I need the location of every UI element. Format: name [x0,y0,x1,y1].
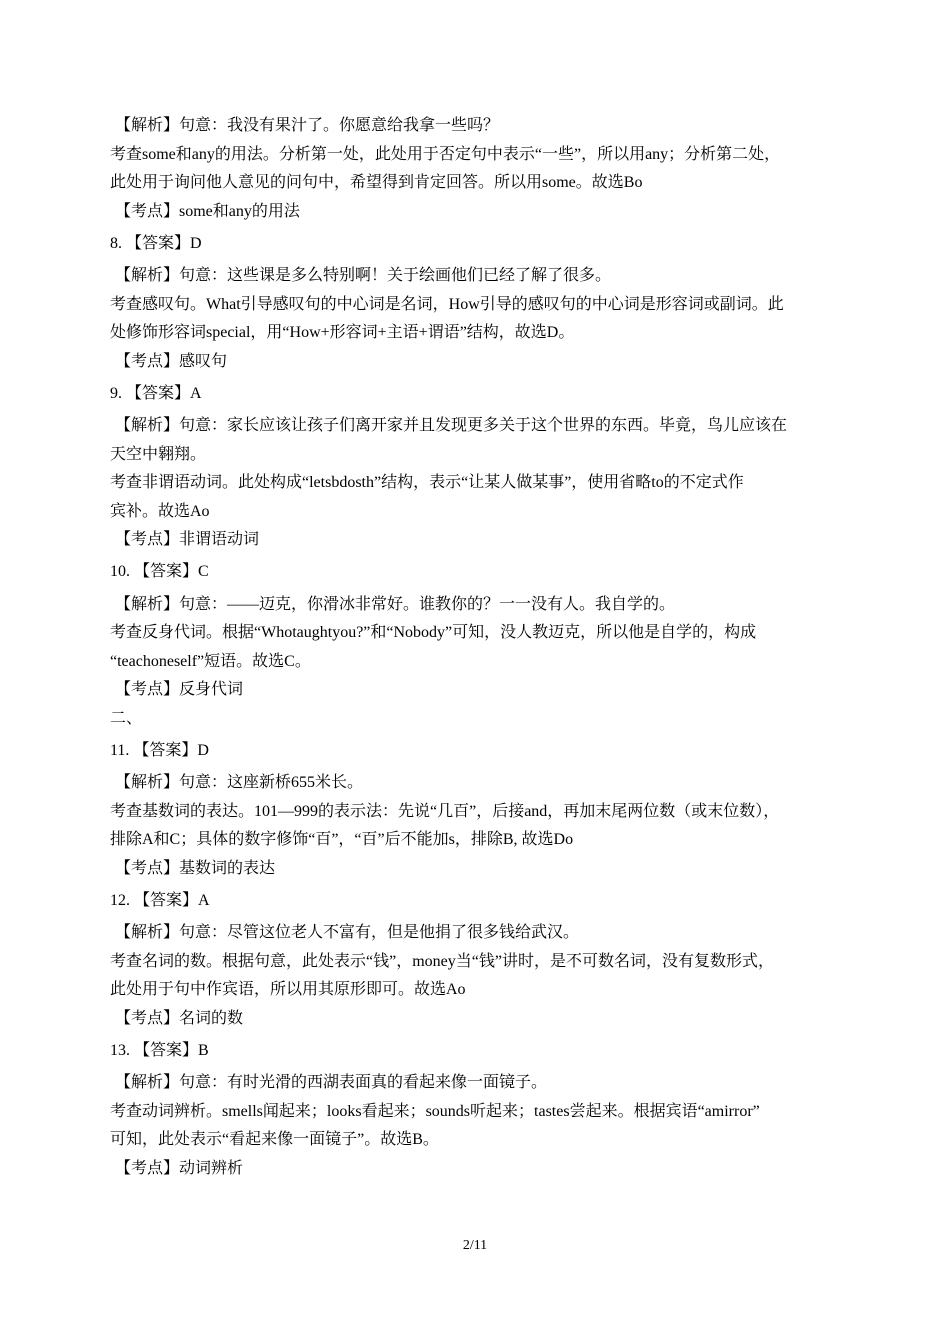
explanation-line: 可知，此处表示“看起来像一面镜子”。故选B。 [110,1131,439,1149]
key-point-line: 【考点】some和any的用法 [115,202,300,220]
explanation-line: 考查动词辨析。smells闻起来；looks看起来；sounds听起来；tastes尝起来。根据宾语“amirror” [110,1102,760,1120]
answer-explanations [110,112,860,1183]
answer-line-12: 12. 【答案】A [110,891,210,909]
key-point-line: 【考点】反身代词 [115,681,244,699]
key-point-line: 【考点】感叹句 [115,352,228,370]
section-heading: 二、 [110,709,143,727]
answer-line-9: 9. 【答案】A [110,384,202,402]
analysis-line: 【解析】句意：这些课是多么特别啊！关于绘画他们已经了解了很多。 [115,266,612,284]
explanation-line: 考查some和any的用法。分析第一处，此处用于否定句中表示“一些”，所以用any；分析第二处， [110,145,781,163]
answer-line-13: 13. 【答案】B [110,1041,209,1059]
key-point-line: 【考点】动词辨析 [115,1159,244,1177]
key-point-line: 【考点】基数词的表达 [115,859,276,877]
answer-line-10: 10. 【答案】C [110,563,209,581]
analysis-line: 【解析】句意：——迈克，你滑冰非常好。谁教你的？一一没有人。我自学的。 [115,595,676,613]
answer-line-11: 11. 【答案】D [110,741,209,759]
explanation-line: 排除A和C；具体的数字修饰“百”，“百”后不能加s，排除B, 故选Do [110,831,574,849]
key-point-line: 【考点】名词的数 [115,1009,244,1027]
explanation-line: 此处用于询问他人意见的问句中，希望得到肯定回答。所以用some。故选Bo [110,174,643,192]
page-number: 2/11 [462,1238,488,1253]
analysis-line: 【解析】句意：尽管这位老人不富有，但是他捐了很多钱给武汉。 [115,924,580,942]
analysis-line: 【解析】句意：我没有果汁了。你愿意给我拿一些吗？ [115,117,500,134]
explanation-line: 考查非谓语动词。此处构成“letsbdosth”结构，表示“让某人做某事”，使用省略to的不定式作 [110,474,744,492]
analysis-line: 【解析】句意：家长应该让孩子们离开家并且发现更多关于这个世界的东西。毕竟，鸟儿应该在 [115,416,788,434]
explanation-line: 处修饰形容词special，用“How+形容词+主语+谓语”结构，故选D。 [110,324,575,342]
explanation-line: 考查基数词的表达。101—999的表示法：先说“几百”，后接and，再加末尾两位数（或末位数）， [110,802,780,820]
explanation-line: 考查反身代词。根据“Whotaughtyou?”和“Nobody”可知，没人教迈克，所以他是自学的，构成 [110,624,757,642]
explanation-line: 考查名词的数。根据句意，此处表示“钱”，money当“钱”讲时，是不可数名词，没有复数形式， [110,952,774,970]
explanation-line: 考查感叹句。What引导感叹句的中心词是名词，How引导的感叹句的中心词是形容词或副词。此 [110,295,784,313]
explanation-line: “teachoneself”短语。故选C。 [110,652,311,670]
analysis-line-continued: 天空中翱翔。 [110,445,207,463]
analysis-line: 【解析】句意：有时光滑的西湖表面真的看起来像一面镜子。 [115,1074,548,1091]
answer-line-8: 8. 【答案】D [110,234,202,252]
key-point-line: 【考点】非谓语动词 [115,531,260,549]
analysis-line: 【解析】句意：这座新桥655米长。 [115,774,364,792]
explanation-line: 宾补。故选Ao [110,502,210,520]
explanation-line: 此处用于句中作宾语，所以用其原形即可。故选Ao [110,981,466,999]
